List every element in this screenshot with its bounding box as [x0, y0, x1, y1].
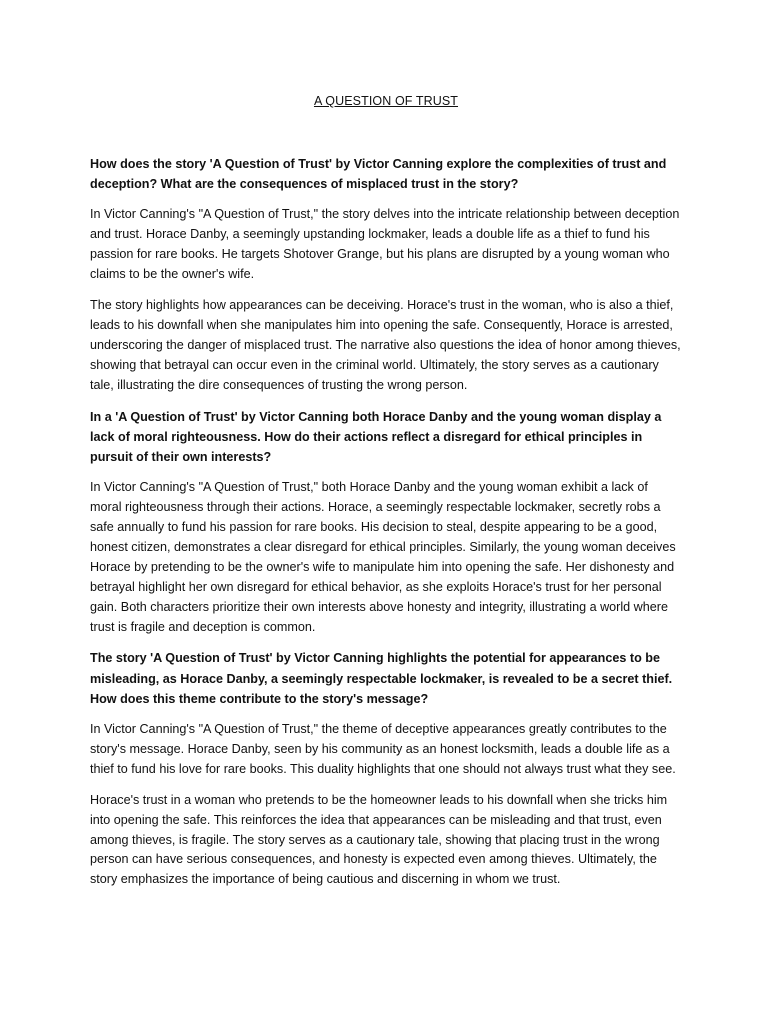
- section-2: [90, 407, 682, 638]
- answer-1-paragraph-1: In Victor Canning's "A Question of Trust," the story delves into the intricate relationship between deception and trust. Horace Danby, a seemingly upstanding lockmaker, leads a double life as a thief to fund his passion for rare books. He targets Shotover Grange, but his plans are disrupted by a young woman who claims to be the owner's wife.: [90, 207, 680, 282]
- question-2: In a 'A Question of Trust' by Victor Canning both Horace Danby and the young woman display a lack of moral righteousness. How do their actions reflect a disregard for ethical principles in pursuit of their own interests?: [90, 409, 662, 464]
- answer-3-paragraph-1: In Victor Canning's "A Question of Trust," the theme of deceptive appearances greatly contributes to the story's message. Horace Danby, seen by his community as an honest locksmith, leads a double life as a thief to fund his love for rare books. This duality highlights that one should not always trust what they see.: [90, 722, 676, 776]
- answer-1-paragraph-2: The story highlights how appearances can be deceiving. Horace's trust in the woman, who is also a thief, leads to his downfall when she manipulates him into opening the safe. Consequently, Horace is arrested, underscoring the danger of misplaced trust. The narrative also questions the idea of honor among thieves, showing that betrayal can occur even in the criminal world. Ultimately, the story serves as a cautionary tale, illustrating the dire consequences of trusting the wrong person.: [90, 298, 681, 392]
- document-title: A QUESTION OF TRUST: [313, 94, 459, 108]
- question-3: The story 'A Question of Trust' by Victor Canning highlights the potential for appearances to be misleading, as Horace Danby, a seemingly respectable lockmaker, is revealed to be a secret thief. How does this theme contribute to the story's message?: [90, 651, 673, 706]
- section-1: [90, 154, 682, 396]
- answer-2-paragraph-1: In Victor Canning's "A Question of Trust," both Horace Danby and the young woman exhibit a lack of moral righteousness through their actions. Horace, a seemingly respectable lockmaker, secretly robs a safe annually to fund his passion for rare books. His decision to steal, despite appearing to be a good, honest citizen, demonstrates a clear disregard for ethical principles. Similarly, the young woman deceives Horace by pretending to be the owner's wife to manipulate him into opening the safe. Her dishonesty and betrayal highlight her own disregard for ethical behavior, as she exploits Horace's trust for her personal gain. Both characters prioritize their own interests above honesty and integrity, illustrating a world where trust is fragile and deception is common.: [90, 480, 676, 634]
- answer-3-paragraph-2: Horace's trust in a woman who pretends to be the homeowner leads to his downfall when she tricks him into opening the safe. This reinforces the idea that appearances can be misleading and that trust, even among thieves, is fragile. The story serves as a cautionary tale, showing that placing trust in the wrong person can have serious consequences, and honesty is expected even among thieves. Ultimately, the story emphasizes the importance of being cautious and discerning in whom we trust.: [90, 792, 668, 887]
- section-3: [90, 648, 682, 890]
- question-1: How does the story 'A Question of Trust' by Victor Canning explore the complexities of trust and deception? What are the consequences of misplaced trust in the story?: [90, 157, 667, 192]
